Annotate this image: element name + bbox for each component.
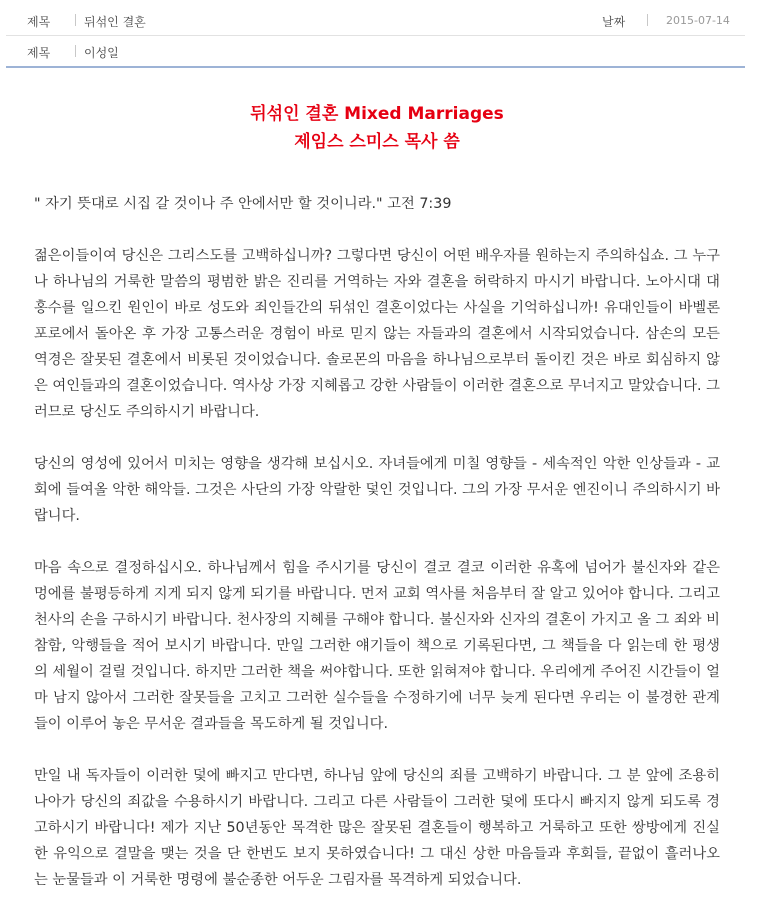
paragraph: 만일 내 독자들이 이러한 덫에 빠지고 만다면, 하나님 앞에 당신의 죄를 고백하기 바랍니다. 그 분 앞에 조용히 나아가 당신의 죄값을 수용하시기 바랍니다. 그리고 다른 사람들이 그러한 덫에 또다시 빠지지 않게 되도록 경고하시기 바랍니다! 제가 지난 50년동안 목격한 많은 잘못된 결혼들이 행복하고 거룩하고 또한 쌍방에게 진실한 유익으로 결말을 맺는 것을 단 한번도 보지 못하였습니다! 그 대신 상한 마음들과 후회들, 끝없이 흘러나오는 눈물들과 이 거룩한 명령에 불순종한 어두운 그림자를 목격하게 되었습니다. [34, 768, 720, 888]
scripture-quote: " 자기 뜻대로 시집 갈 것이나 주 안에서만 할 것이니라." 고전 7:39 [34, 196, 452, 212]
article-body [34, 100, 720, 919]
paragraph: 당신의 영성에 있어서 미치는 영향을 생각해 보십시오. 자녀들에게 미칠 영향들 - 세속적인 악한 인상들과 - 교회에 들여올 악한 해악들. 그것은 사단의 가장 악랄한 덫인 것입니다. 그의 가장 무서운 엔진이니 주의하시기 바랍니다. [34, 456, 720, 524]
article-byline: 제임스 스미스 목사 씀 [294, 132, 460, 152]
divider [647, 14, 648, 26]
divider [75, 45, 76, 57]
article-title: 뒤섞인 결혼 Mixed Marriages [250, 104, 504, 124]
author-value: 이성일 [84, 46, 119, 60]
divider [75, 14, 76, 26]
date-label: 날짜 [602, 15, 626, 29]
post-header [6, 5, 745, 68]
article-title-block [34, 100, 720, 156]
header-row-subject [6, 5, 745, 36]
header-row-author [6, 36, 745, 68]
author-label: 제목 [27, 46, 51, 60]
subject-value: 뒤섞인 결혼 [84, 15, 146, 29]
date-value: 2015-07-14 [666, 14, 730, 27]
paragraph: 마음 속으로 결정하십시오. 하나님께서 힘을 주시기를 당신이 결코 결코 이러한 유혹에 넘어가 불신자와 같은 멍에를 불평등하게 지게 되지 않게 되기를 바랍니다. 먼저 교회 역사를 처음부터 잘 알고 있어야 합니다. 그리고 천사의 손을 구하시기 바랍니다. 천사장의 지혜를 구해야 합니다. 불신자와 신자의 결혼이 가지고 올 그 죄와 비참함, 악행들을 적어 보시기 바랍니다. 만일 그러한 얘기들이 책으로 기록된다면, 그 책들을 다 읽는데 한 평생의 세월이 걸릴 것입니다. 하지만 그러한 책을 써야합니다. 또한 읽혀져야 합니다. 우리에게 주어진 시간들이 얼마 남지 않아서 그러한 잘못들을 고치고 그러한 실수들을 수정하기에 너무 늦게 된다면 우리는 이 불경한 관계들이 이루어 놓은 무서운 결과들을 목도하게 될 것입니다. [34, 560, 720, 732]
paragraph: 젊은이들이여 당신은 그리스도를 고백하십니까? 그렇다면 당신이 어떤 배우자를 원하는지 주의하십쇼. 그 누구나 하나님의 거룩한 말씀의 평범한 밝은 진리를 거역하는 자와 결혼을 허락하지 마시기 바랍니다. 노아시대 대홍수를 일으킨 원인이 바로 성도와 죄인들간의 뒤섞인 결혼이었다는 사실을 기억하십니까! 유대인들이 바벨론 포로에서 돌아온 후 가장 고통스러운 경험이 바로 믿지 않는 자들과의 결혼에서 시작되었습니다. 삼손의 모든 역경은 잘못된 결혼에서 비롯된 것이었습니다. 솔로몬의 마음을 하나님으로부터 돌이킨 것은 바로 회심하지 않은 여인들과의 결혼이었습니다. 역사상 가장 지혜롭고 강한 사람들이 이러한 결혼으로 무너지고 말았습니다. 그러므로 당신도 주의하시기 바랍니다. [34, 248, 720, 420]
subject-label: 제목 [27, 15, 51, 29]
